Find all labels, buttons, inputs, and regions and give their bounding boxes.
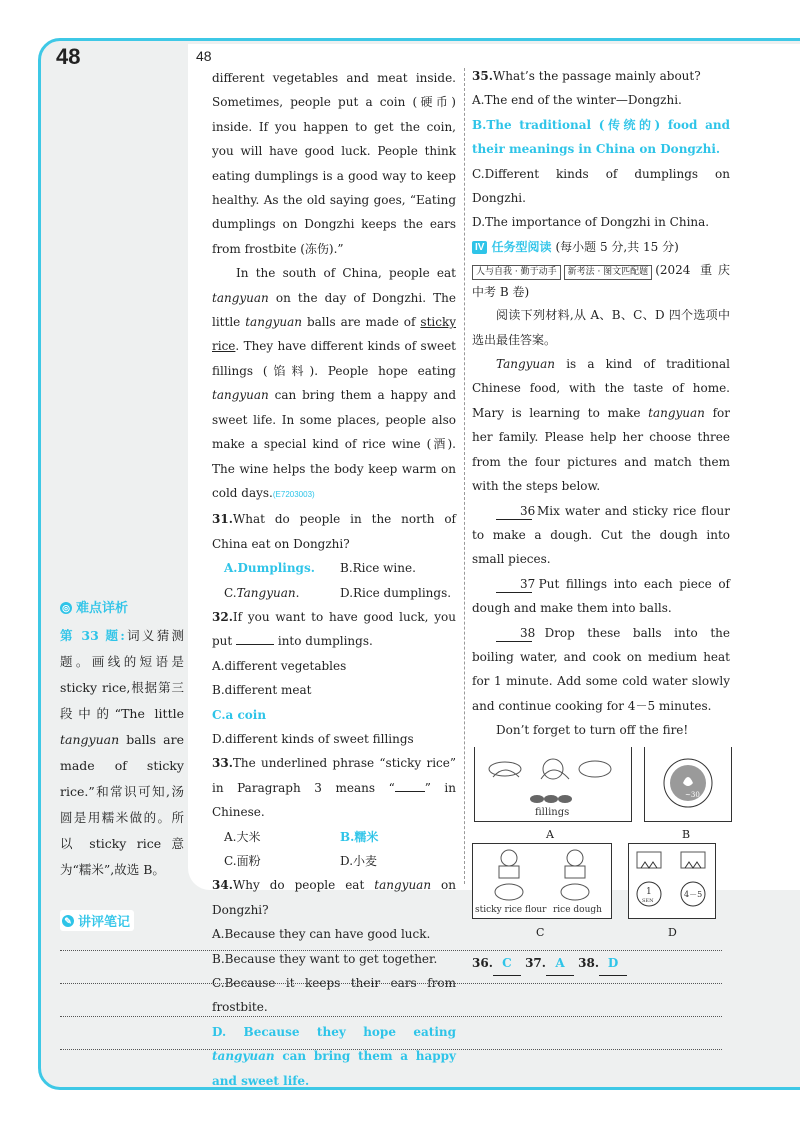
passage-paragraph: different vegetables and meat inside. Sometimes, people put a coin (硬币) inside. If you happen to get the coin, you will have good luck. People think eating dumplings is a good way to keep healthy. As the old saying goes, “Eating dumplings on Dongzhi keeps the ears from frostbite (冻伤).” (212, 71, 456, 256)
option: A.Because they can have good luck. (212, 927, 431, 942)
picture-c (472, 843, 612, 919)
step-36: 36 Mix water and sticky rice flour to make a dough. Cut the dough into small pieces. (472, 503, 730, 567)
notes-title: ✎ 讲评笔记 (60, 910, 134, 931)
picture-c-label: C (536, 925, 545, 939)
option: B.different meat (212, 683, 312, 698)
picture-d (628, 843, 716, 919)
option: C.Because it keeps their ears from frostbite. (212, 976, 456, 1015)
column-divider (464, 68, 465, 884)
svg-text:~30: ~30 (685, 790, 700, 799)
svg-text:4－5: 4－5 (684, 889, 703, 899)
answer-option: D. Because they hope eating tangyuan can bring them a happy and sweet life. (212, 1024, 456, 1088)
answer-option: B.The traditional (传统的) food and their meanings in China on Dongzhi. (472, 117, 730, 157)
answer-line: 36. C 37. A 38. D (472, 951, 730, 976)
option: D.different kinds of sweet fillings (212, 731, 414, 746)
answer-option: B.糯米 (340, 829, 379, 844)
picture-a-illustration (475, 747, 631, 821)
question-31: 31.What do people in the north of China eat on Dongzhi? (212, 512, 456, 551)
pictures (472, 747, 730, 947)
answer-37: A (546, 951, 574, 976)
main-content (188, 44, 800, 1088)
svg-text:fillings: fillings (535, 806, 570, 818)
step-38: 38 Drop these balls into the boiling water, and cook on medium heat for 1 minute. Add some cold water slowly and continue cooking for 4－5 minutes. (472, 625, 730, 713)
options-row: A.大米 B.糯米 (224, 825, 456, 849)
question-32: 32.If you want to have good luck, you put into dumplings. (212, 609, 456, 649)
picture-d-illustration (629, 844, 715, 918)
option: C.Different kinds of dumplings on Dongzhi. (472, 166, 730, 206)
option: D.The importance of Dongzhi in China. (472, 215, 710, 230)
step-37: 37 Put fillings into each piece of dough and make them into balls. (472, 576, 730, 616)
note-line[interactable] (60, 1016, 722, 1017)
right-column (472, 64, 730, 976)
sticky-rice-underlined: sticky rice (212, 315, 457, 354)
pencil-icon: ✎ (62, 915, 74, 927)
section-heading: IV 任务型阅读 (每小题 5 分,共 15 分) (472, 235, 730, 259)
options-row: A.Dumplings. B.Rice wine. (224, 556, 456, 580)
tags-line: 人与自我 · 勤于动手 新考法 · 图文匹配题 (2024 重庆中考 B 卷) (472, 263, 730, 300)
svg-text:rice dough: rice dough (553, 904, 602, 915)
note-line[interactable] (60, 1049, 722, 1050)
answer-38: D (599, 951, 627, 976)
section-badge: IV (472, 241, 487, 254)
svg-text:SEN: SEN (642, 897, 654, 904)
picture-c-illustration (473, 844, 611, 918)
option: A.The end of the winter—Dongzhi. (472, 93, 682, 108)
tag: 新考法 · 图文匹配题 (564, 265, 653, 280)
svg-text:1: 1 (646, 886, 652, 897)
picture-a (474, 747, 632, 822)
page-number: 48 (56, 44, 81, 69)
picture-b (644, 747, 732, 822)
note-line[interactable] (60, 950, 722, 951)
intro-paragraph: Tangyuan is a kind of traditional Chinese food, with the taste of home. Mary is learning to make tangyuan for her family. Please help her choose three from the four pictures and match them with the steps below. (472, 357, 730, 494)
left-column (212, 66, 456, 1093)
picture-a-label: A (546, 827, 554, 841)
options-row: C.Tangyuan. D.Rice dumplings. (224, 585, 452, 600)
magnifier-icon: ◎ (60, 602, 72, 614)
closing-line: Don’t forget to turn off the fire! (496, 723, 689, 738)
sidebar-title: ◎ 难点详析 (60, 595, 184, 621)
answer-option: C.a coin (212, 707, 267, 722)
option: A.different vegetables (212, 658, 347, 673)
option: B.Because they want to get together. (212, 951, 438, 966)
note-line[interactable] (60, 983, 722, 984)
svg-text:sticky rice flour: sticky rice flour (475, 904, 547, 915)
options-row: C.面粉 D.小麦 (224, 854, 378, 868)
sidebar-body: 第 33 题:词义猜测题。画线的短语是 sticky rice,根据第三段中的“The little tangyuan balls are made of sticky rice.”和常识可知,汤圆是用糯米做的。所以 sticky rice 意为“糯米”,故选 B。 (60, 628, 184, 877)
instruction: 阅读下列材料,从 A、B、C、D 四个选项中选出最佳答案。 (472, 308, 730, 347)
page-number-small: 48 (196, 48, 212, 64)
question-34: 34.Why do people eat tangyuan on Dongzhi? (212, 878, 456, 917)
picture-d-label: D (668, 925, 677, 939)
passage-paragraph: In the south of China, people eat tangyuan on the day of Dongzhi. The little tangyuan balls are made of sticky rice. They have different kinds of sweet fillings (馅料). People hope eating tangyuan can bring them a happy and sweet life. In some places, people also make a special kind of rice wine (酒). The wine helps the body keep warm on cold days.(E7203003) (212, 266, 457, 500)
answer-option: A.Dumplings. (224, 561, 315, 576)
picture-b-illustration (645, 747, 731, 821)
tag: 人与自我 · 勤于动手 (472, 265, 561, 280)
analysis-sidebar (60, 595, 184, 883)
question-33: 33.The underlined phrase “sticky rice” in Paragraph 3 means “ ” in Chinese. (212, 756, 456, 820)
answer-36: C (493, 951, 521, 976)
question-code: (E7203003) (272, 489, 315, 499)
picture-b-label: B (682, 827, 691, 841)
question-35: 35.What’s the passage mainly about? (472, 69, 701, 83)
